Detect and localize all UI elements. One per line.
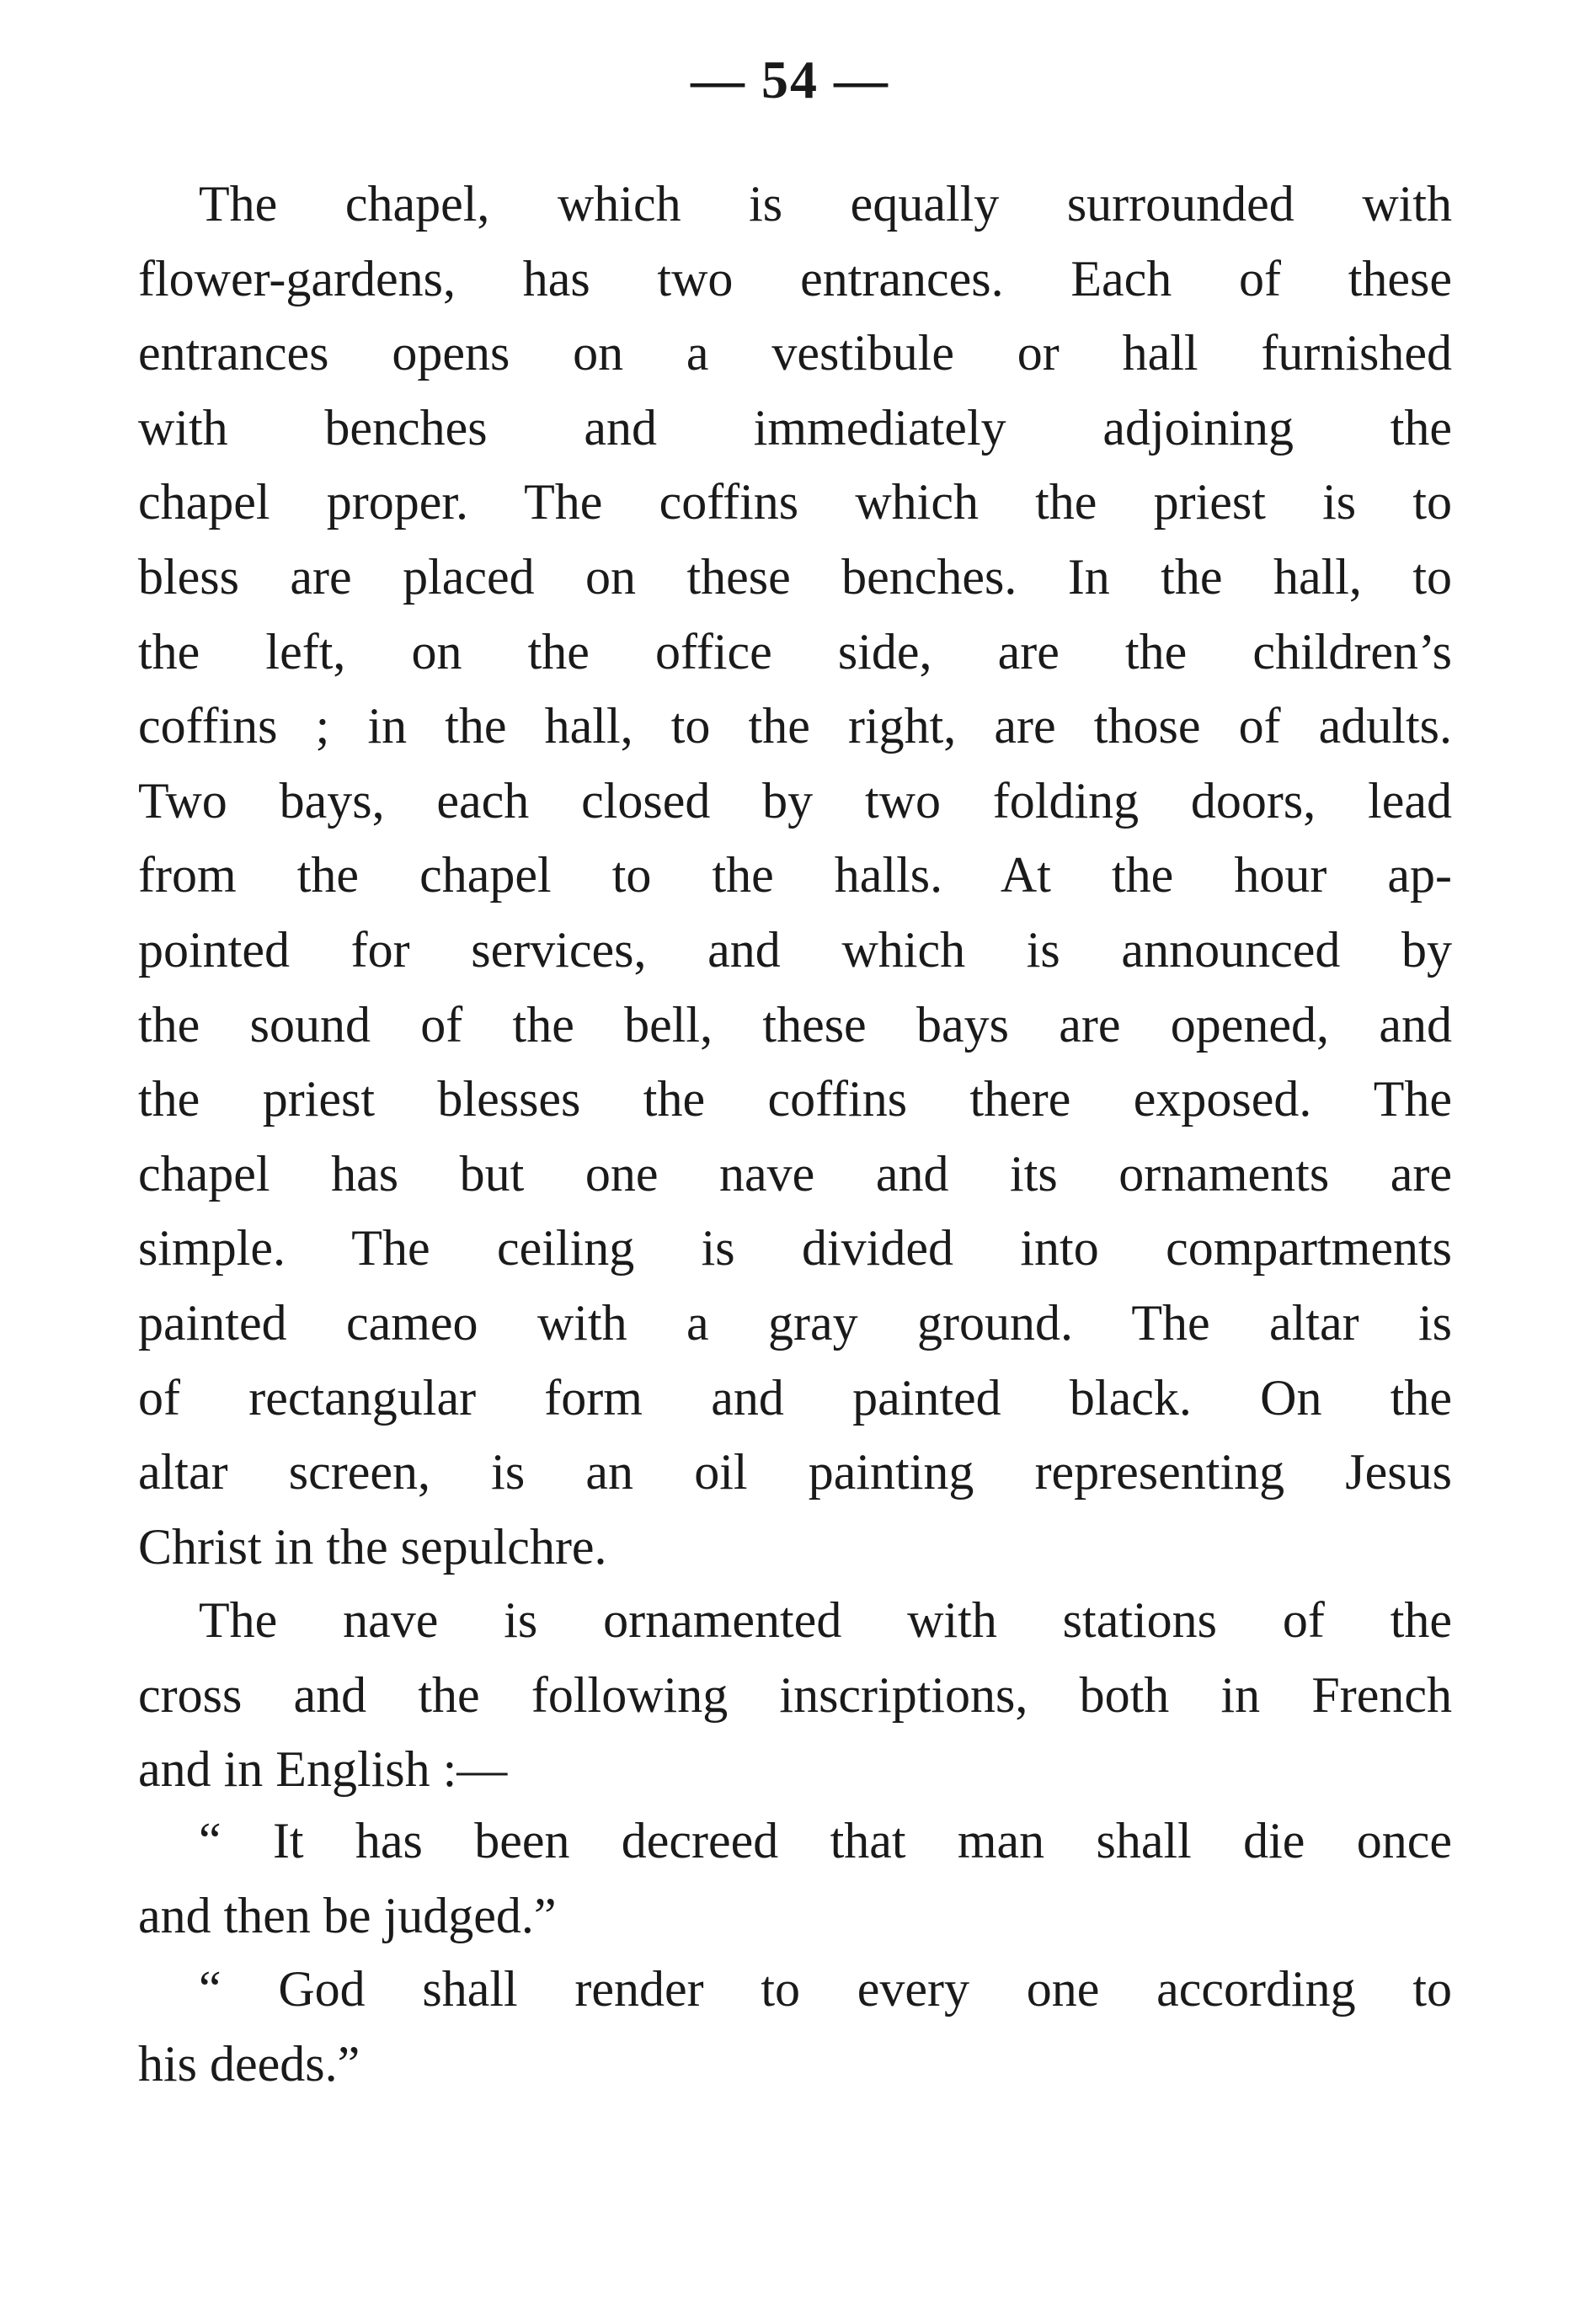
text-line: chapel has but one nave and its ornaments are [138, 1145, 1452, 1202]
page-number: — 54 — [691, 50, 889, 109]
text-line: simple. The ceiling is divided into compartments [138, 1220, 1452, 1277]
text-line: the priest blesses the coffins there exposed. The [138, 1071, 1452, 1127]
inscription-quote-judged [138, 1804, 1452, 1953]
text-line: pointed for services, and which is announced by [138, 921, 1452, 978]
text-line: The chapel, which is equally surrounded with [199, 176, 1452, 232]
text-line: of rectangular form and painted black. On the [138, 1369, 1452, 1426]
text-line: from the chapel to the halls. At the hour ap- [138, 847, 1452, 903]
text-line: The nave is ornamented with stations of the [199, 1592, 1452, 1648]
text-line: bless are placed on these benches. In the hall, to [138, 548, 1452, 605]
text-line: painted cameo with a gray ground. The altar is [138, 1294, 1452, 1351]
text-line: and then be judged.” [138, 1887, 557, 1943]
text-line: his deeds.” [138, 2035, 360, 2092]
text-line: cross and the following inscriptions, both in French [138, 1666, 1452, 1723]
text-line: the left, on the office side, are the children’s [138, 623, 1452, 680]
text-line: coffins ; in the hall, to the right, are those of adults. [138, 698, 1452, 754]
text-line: the sound of the bell, these bays are opened, and [138, 996, 1452, 1053]
paragraph-chapel-description [138, 167, 1452, 1584]
text-line: Christ in the sepulchre. [138, 1518, 607, 1575]
text-line: “ God shall render to every one according to [199, 1961, 1452, 2017]
inscription-quote-deeds [138, 1952, 1452, 2101]
text-line: entrances opens on a vestibule or hall furnished [138, 325, 1452, 381]
text-line: altar screen, is an oil painting representing Jesus [138, 1444, 1452, 1500]
text-line: Two bays, each closed by two folding doors, lead [138, 772, 1452, 829]
text-line: flower-gardens, has two entrances. Each of these [138, 250, 1452, 306]
text-line: with benches and immediately adjoining the [138, 399, 1452, 456]
text-line: and in English :— [138, 1741, 508, 1798]
paragraph-nave-inscriptions [138, 1583, 1452, 1807]
text-line: “ It has been decreed that man shall die once [199, 1813, 1452, 1868]
text-line: chapel proper. The coffins which the priest is to [138, 474, 1452, 530]
